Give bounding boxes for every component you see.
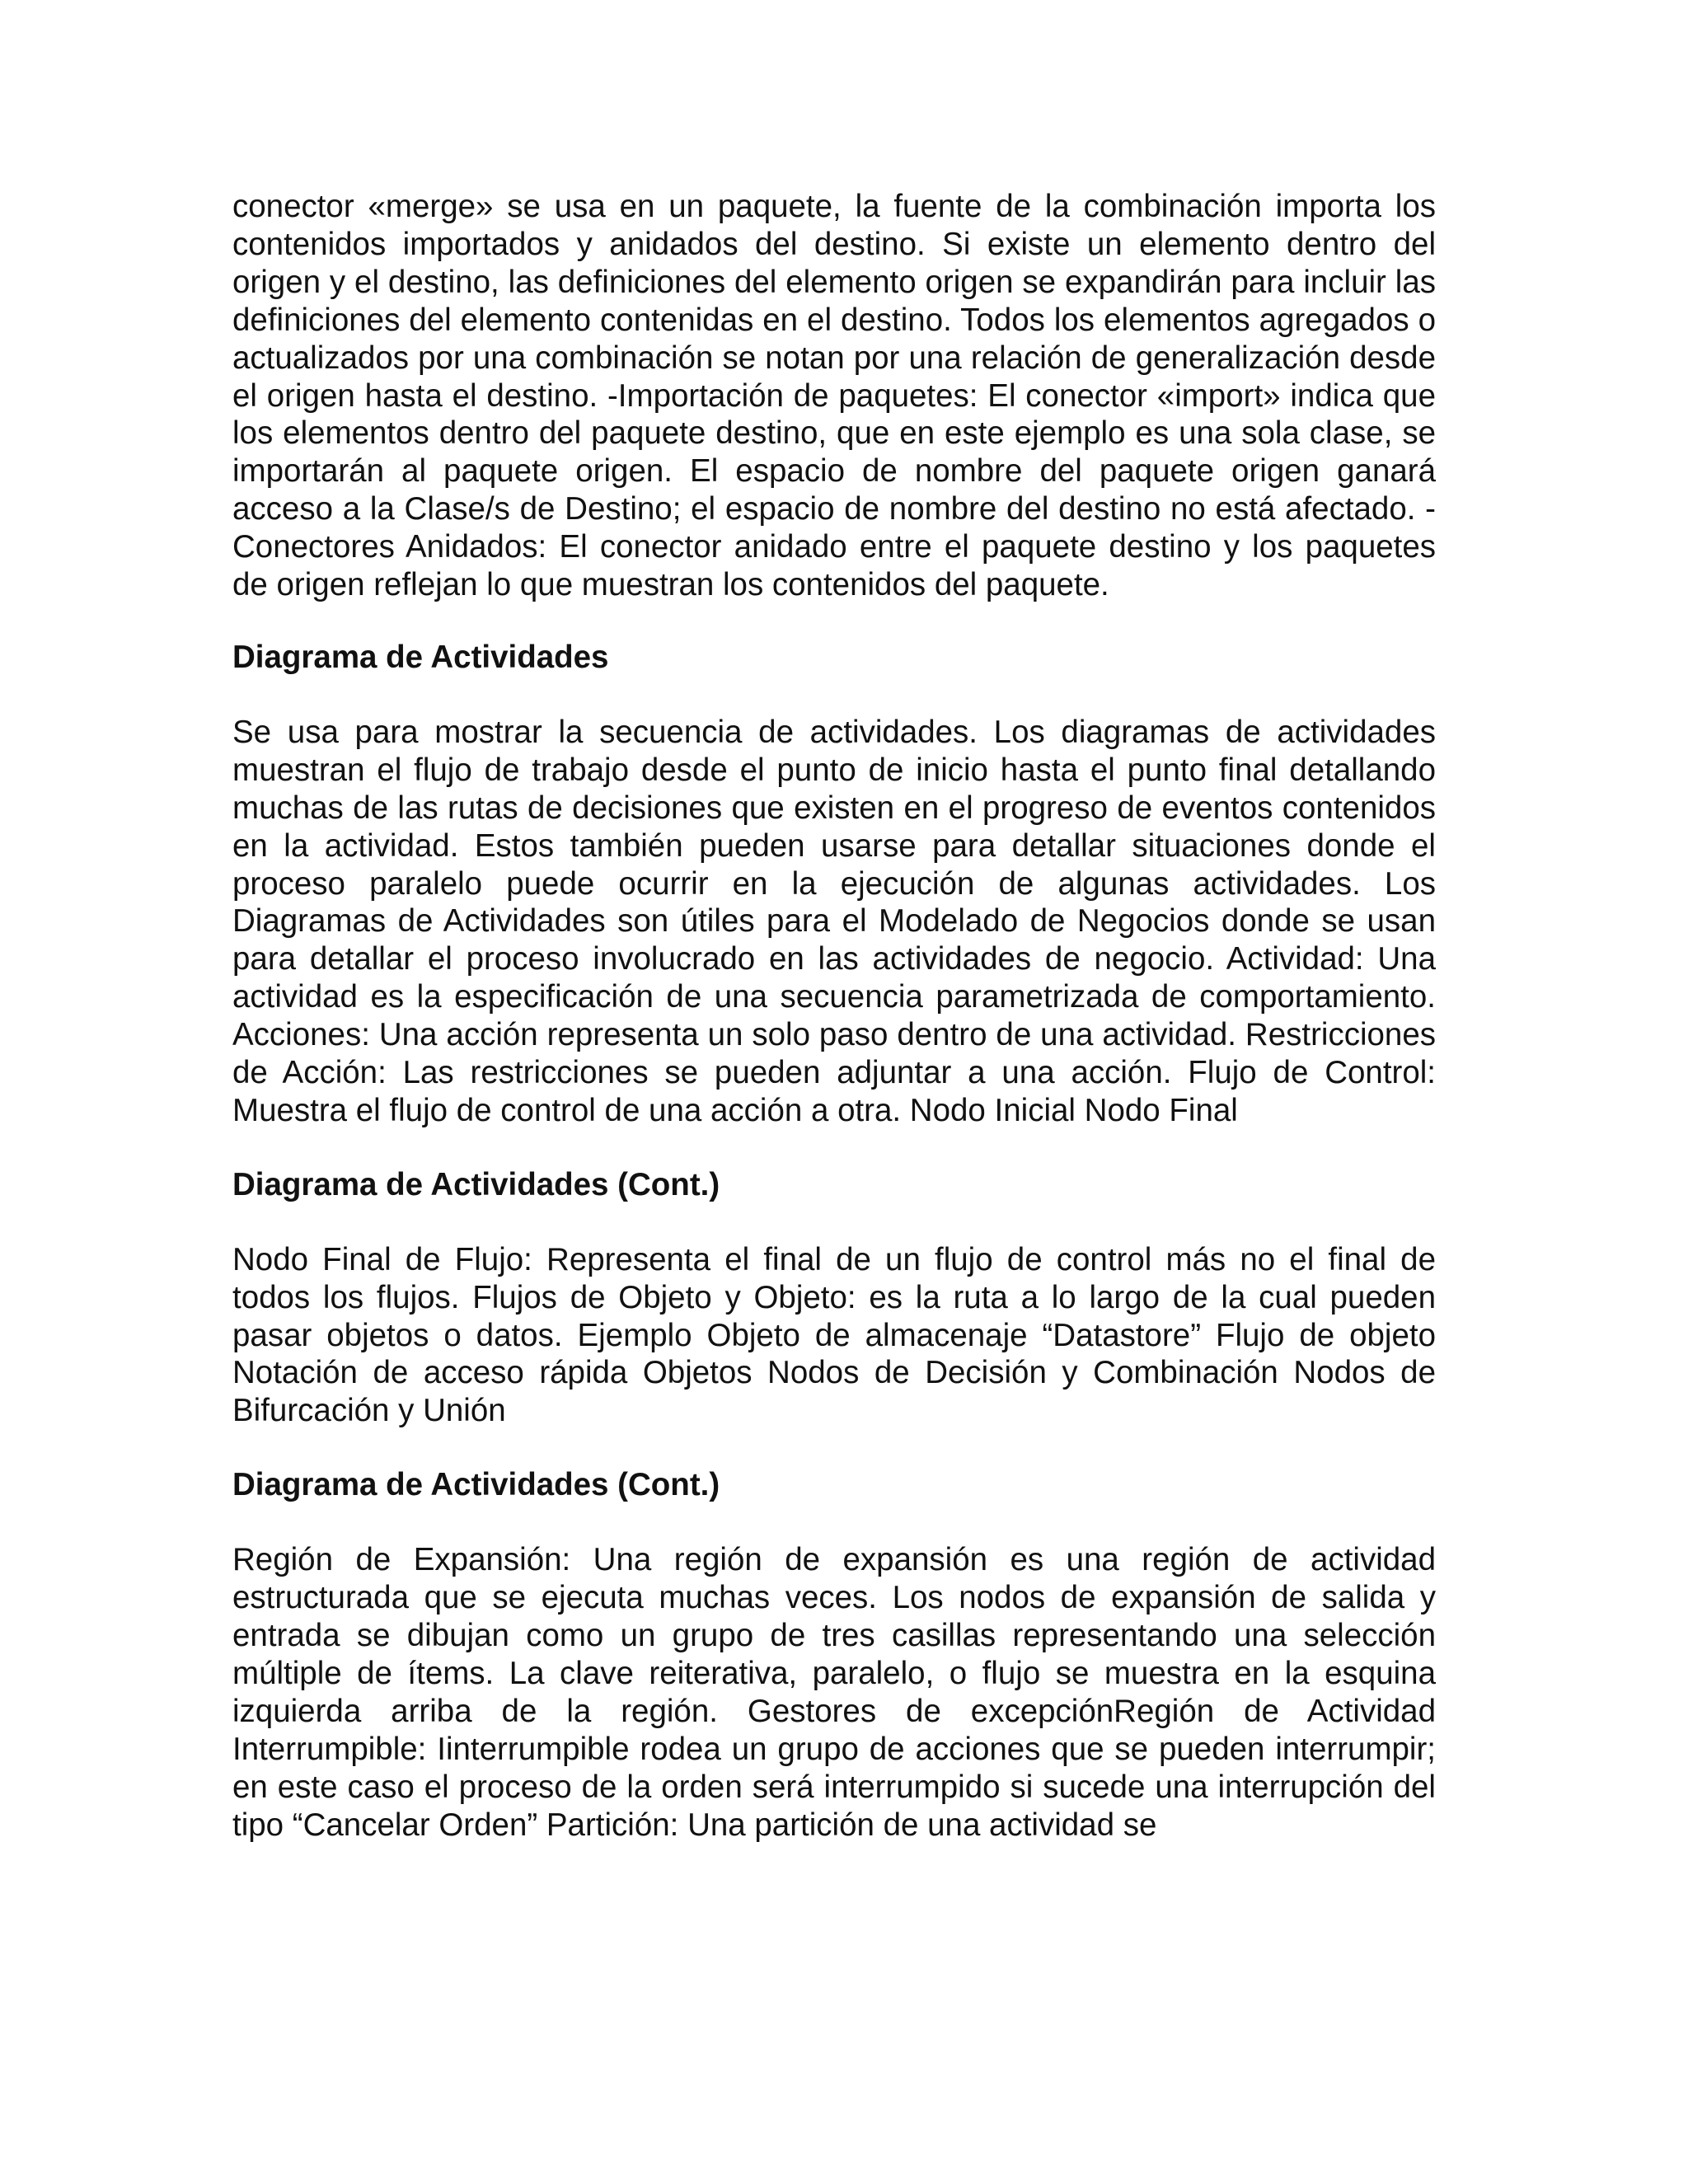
section-heading-activity-diagram-cont-1: Diagrama de Actividades (Cont.)	[232, 1166, 720, 1202]
paragraph-package-merge: conector «merge» se usa en un paquete, la fuente de la combinación importa los contenidos importados y anidados del destino. Si existe un elemento dentro del origen y el destino, las definiciones del elemento origen se expandirán para incluir las definiciones del elemento contenidas en el destino. Todos los elementos agregados o actualizados por una combinación se notan por una relación de generalización desde el origen hasta el destino. -Importación de paquetes: El conector «import» indica que los elementos dentro del paquete destino, que en este ejemplo es una sola clase, se importarán al paquete origen. El espacio de nombre del paquete origen ganará acceso a la Clase/s de Destino; el espacio de nombre del destino no está afectado. -Conectores Anidados: El conector anidado entre el paquete destino y los paquetes de origen reflejan lo que muestran los contenidos del paquete.	[232, 189, 1436, 603]
document-page	[232, 188, 1436, 1844]
section-heading-activity-diagram-cont-2: Diagrama de Actividades (Cont.)	[232, 1467, 720, 1503]
paragraph-activity-diagram: Se usa para mostrar la secuencia de actividades. Los diagramas de actividades muestran el flujo de trabajo desde el punto de inicio hasta el punto final detallando muchas de las rutas de decisiones que existen en el progreso de eventos contenidos en la actividad. Estos también pueden usarse para detallar situaciones donde el proceso paralelo puede ocurrir en la ejecución de algunas actividades. Los Diagramas de Actividades son útiles para el Modelado de Negocios donde se usan para detallar el proceso involucrado en las actividades de negocio. Actividad: Una actividad es la especificación de una secuencia parametrizada de comportamiento. Acciones: Una acción representa un solo paso dentro de una actividad. Restricciones de Acción: Las restricciones se pueden adjuntar a una acción. Flujo de Control: Muestra el flujo de control de una acción a otra. Nodo Inicial Nodo Final	[232, 714, 1436, 1128]
paragraph-flow-final-node: Nodo Final de Flujo: Representa el final de un flujo de control más no el final de todos los flujos. Flujos de Objeto y Objeto: es la ruta a lo largo de la cual pueden pasar objetos o datos. Ejemplo Objeto de almacenaje “Datastore” Flujo de objeto Notación de acceso rápida Objetos Nodos de Decisión y Combinación Nodos de Bifurcación y Unión	[232, 1241, 1436, 1429]
paragraph-expansion-region: Región de Expansión: Una región de expansión es una región de actividad estructurada que se ejecuta muchas veces. Los nodos de expansión de salida y entrada se dibujan como un grupo de tres casillas representando una selección múltiple de ítems. La clave reiterativa, paralelo, o flujo se muestra en la esquina izquierda arriba de la región. Gestores de excepciónRegión de Actividad Interrumpible: Iinterrumpible rodea un grupo de acciones que se pueden interrumpir; en este caso el proceso de la orden será interrumpido si sucede una interrupción del tipo “Cancelar Orden” Partición: Una partición de una actividad se	[232, 1542, 1436, 1843]
section-heading-activity-diagram: Diagrama de Actividades	[232, 639, 609, 675]
